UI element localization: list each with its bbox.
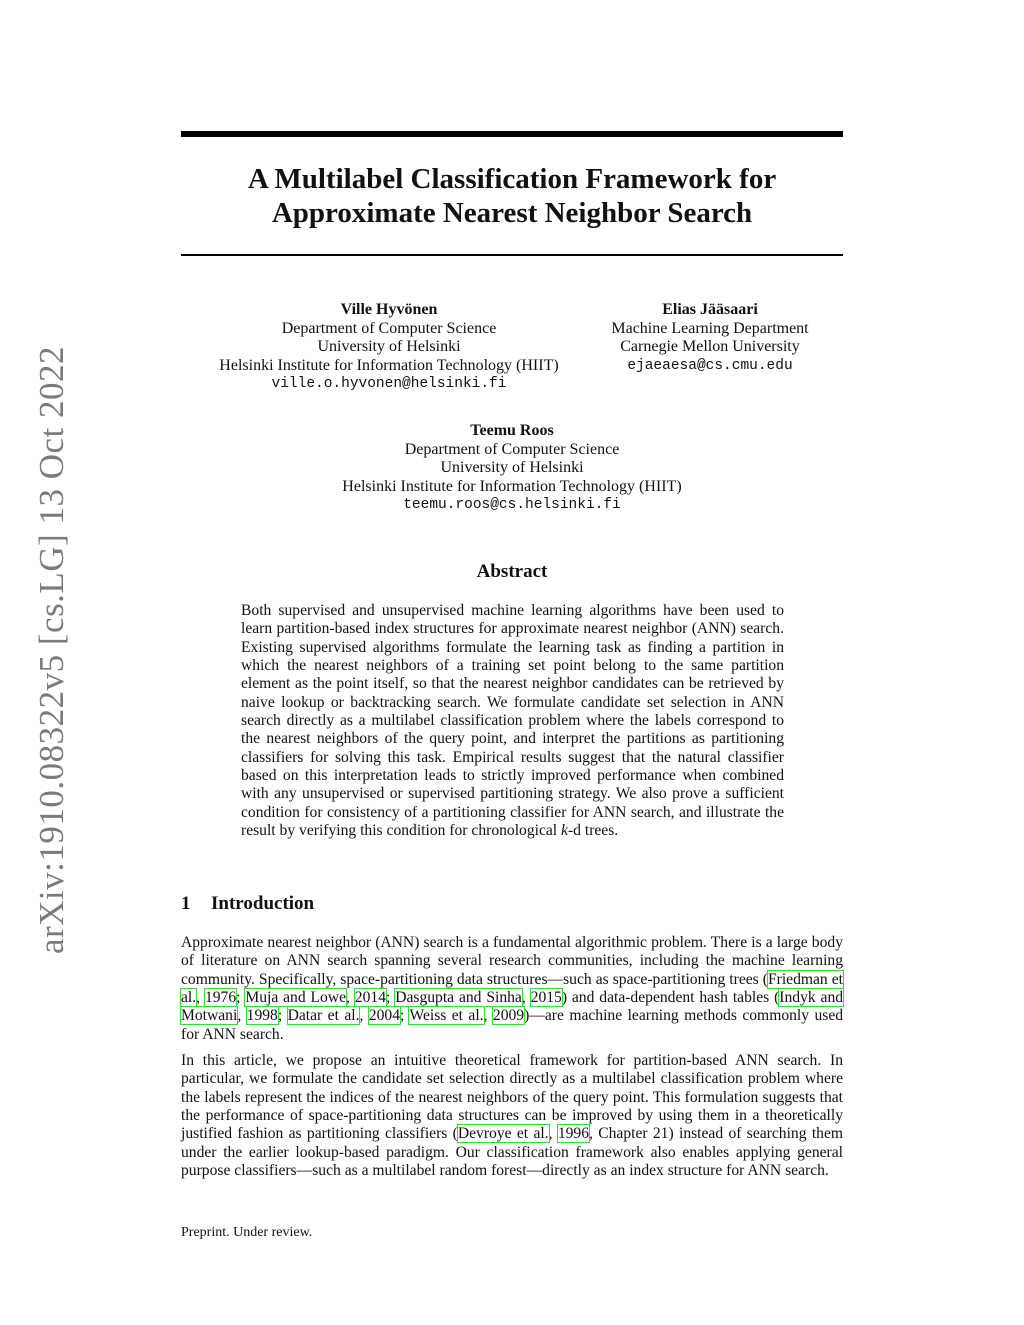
arxiv-identifier-stamp: arXiv:1910.08322v5 [cs.LG] 13 Oct 2022 — [32, 345, 71, 955]
citation-link[interactable]: Weiss et al. — [409, 1007, 484, 1025]
abstract-text-end: -d trees. — [567, 822, 619, 840]
author-block — [200, 301, 578, 394]
title-top-rule — [181, 131, 843, 137]
citation-link[interactable]: Indyk and Motwani — [181, 989, 844, 1025]
author-affiliation: Carnegie Mellon University — [620, 338, 800, 355]
footer-note: Preprint. Under review. — [181, 1225, 313, 1240]
citation-separator: , — [359, 1007, 369, 1025]
citation-link[interactable]: 2015 — [530, 989, 562, 1007]
author-affiliation: University of Helsinki — [317, 338, 461, 355]
author-block — [312, 422, 712, 515]
citation-link[interactable]: Friedman et al. — [181, 970, 843, 1007]
intro-paragraph-2 — [181, 1052, 843, 1180]
author-affiliation: Helsinki Institute for Information Technology (HIIT) — [342, 477, 682, 495]
author-block — [590, 301, 830, 375]
paragraph-text: Approximate nearest neighbor (ANN) search is a fundamental algorithmic problem. There is a large body of literature on ANN search spanning several research communities, including the machine learning community. Specifically, space-partitioning data structures—such as space-partitioning trees ( — [181, 934, 843, 988]
citation-separator: , — [237, 1007, 247, 1025]
citation-link[interactable]: 2004 — [368, 1007, 400, 1025]
citation-link[interactable]: Devroye et al. — [457, 1125, 549, 1143]
author-affiliation: University of Helsinki — [440, 459, 584, 476]
title-line-1: A Multilabel Classification Framework for — [247, 163, 777, 195]
citation-separator: ; — [385, 989, 396, 1007]
title-line-2: Approximate Nearest Neighbor Search — [271, 197, 753, 229]
paragraph-text: , Chapter 21) instead of searching them under the earlier lookup-based paradigm. Our classification framework also enables applying general purpose classifiers—such as a multilabel random forest—directly as an index structure for ANN search. — [181, 1125, 844, 1180]
author-email: teemu.roos@cs.helsinki.fi — [403, 497, 621, 513]
paragraph-text: In this article, we propose an intuitive theoretical framework for partition-based ANN search. In particular, we formulate the candidate set selection directly as a multilabel classification problem where the labels represent the indices of the nearest neighbors of the query point. This formulation suggests that the performance of space-partitioning data structures can be improved by using them in a theoretically justified fashion as partitioning classifiers ( — [181, 1052, 843, 1143]
citation-link[interactable]: 1998 — [246, 1007, 278, 1025]
citation-separator: , — [483, 1007, 493, 1025]
citation-separator: ; — [399, 1007, 410, 1025]
citation-link[interactable]: 1996 — [557, 1125, 589, 1143]
author-affiliation: Machine Learning Department — [611, 319, 809, 337]
abstract-heading: Abstract — [476, 561, 548, 582]
citation-link[interactable]: 1976 — [204, 989, 237, 1007]
paragraph-text: ) and data-dependent hash tables ( — [561, 989, 780, 1007]
citation-separator: ; — [277, 1007, 288, 1025]
author-name: Ville Hyvönen — [340, 301, 438, 318]
section-number: 1 — [181, 893, 191, 914]
citation-link[interactable]: Muja and Lowe — [245, 989, 347, 1007]
author-email: ejaeaesa@cs.cmu.edu — [627, 357, 793, 374]
author-affiliation: Department of Computer Science — [281, 319, 497, 337]
author-affiliation: Department of Computer Science — [404, 440, 620, 458]
author-name: Elias Jääsaari — [662, 301, 758, 318]
citation-link[interactable]: Datar et al. — [287, 1007, 360, 1025]
author-affiliation: Helsinki Institute for Information Technology (HIIT) — [219, 356, 559, 374]
citation-link[interactable]: 2009 — [492, 1007, 525, 1025]
paper-title — [181, 162, 843, 230]
intro-paragraph-1 — [181, 934, 843, 1044]
abstract-text: Both supervised and unsupervised machine learning algorithms have been used to learn partition-based index structures for approximate nearest neighbor (ANN) search. Existing supervised algorithms formulate the learning task as finding a partition in which the nearest neighbors of a training set point belong to the same partition element as the point itself, so that the nearest neighbor candidates can be retrieved by naive lookup or backtracking search. We formulate candidate set selection in ANN search directly as a multilabel classification problem where the labels correspond to the nearest neighbors of the query point, and interpret the partitions as partitioning classifiers for solving this task. Empirical results suggest that the natural classifier based on this interpretation leads to strictly improved performance when combined with any unsupervised or supervised partitioning strategy. We also prove a sufficient condition for consistency of a partitioning classifier for ANN search, and illustrate the result by verifying this condition for chronological — [241, 602, 784, 840]
section-title: Introduction — [211, 893, 315, 914]
citation-separator: , — [196, 989, 205, 1007]
author-email: ville.o.hyvonen@helsinki.fi — [271, 376, 507, 392]
abstract-body — [241, 602, 784, 840]
title-bottom-rule — [181, 254, 843, 256]
citation-separator: , — [548, 1125, 558, 1143]
paragraph-text: )—are machine learning methods commonly used for ANN search. — [181, 1007, 844, 1043]
citation-separator: , — [521, 989, 531, 1007]
section-heading-introduction — [181, 893, 314, 915]
math-k: k — [561, 822, 568, 840]
author-name: Teemu Roos — [470, 422, 554, 439]
citation-link[interactable]: 2014 — [354, 989, 386, 1007]
citation-separator: , — [346, 989, 355, 1007]
citation-separator: ; — [236, 989, 246, 1007]
citation-link[interactable]: Dasgupta and Sinha — [395, 989, 522, 1007]
